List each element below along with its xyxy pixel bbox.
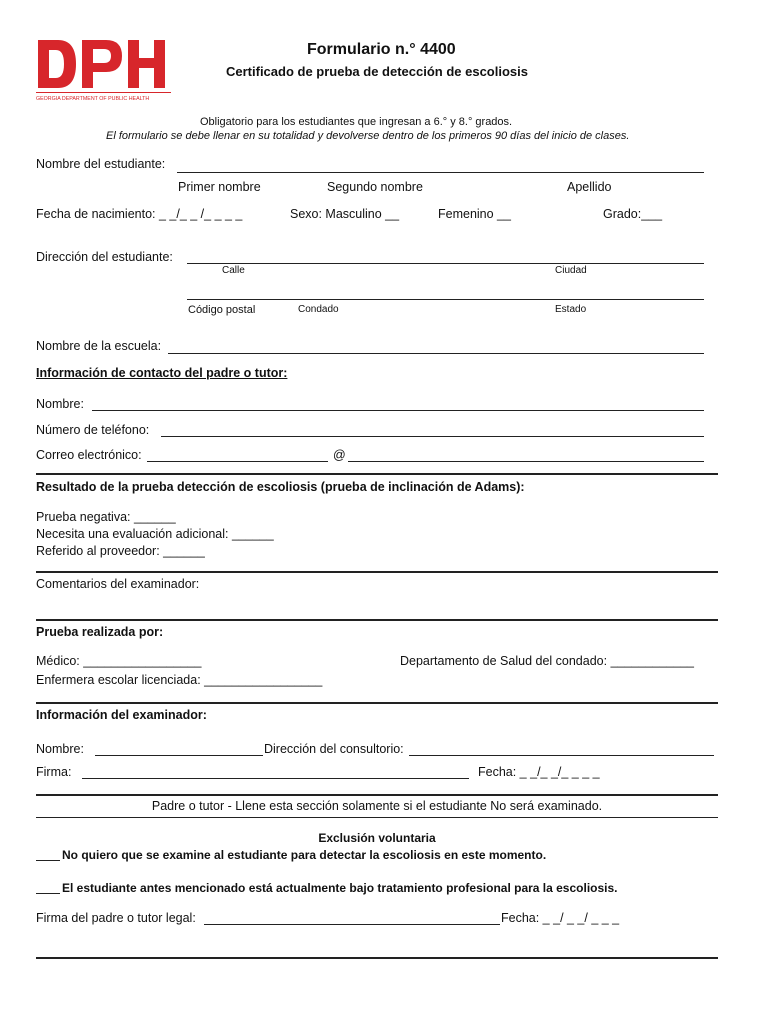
student-name-label: Nombre del estudiante: (36, 157, 166, 171)
street-city-field[interactable] (187, 263, 704, 264)
opt-out-option2-checkline[interactable] (36, 893, 60, 894)
middle-name-caption: Segundo nombre (327, 180, 423, 194)
section-divider (36, 817, 718, 818)
section-divider (36, 794, 718, 796)
parent-signature-label: Firma del padre o tutor legal: (36, 911, 196, 925)
examiner-signature-label: Firma: (36, 765, 72, 779)
results-heading: Resultado de la prueba detección de escoliosis (prueba de inclinación de Adams): (36, 480, 525, 494)
sex-male-field[interactable]: Sexo: Masculino __ (290, 207, 400, 221)
examiner-comments-label[interactable]: Comentarios del examinador: (36, 577, 200, 591)
state-caption: Estado (555, 304, 587, 315)
county-caption: Condado (298, 304, 339, 315)
guardian-phone-label: Número de teléfono: (36, 423, 150, 437)
opt-out-option1: No quiero que se examine al estudiante para detectar la escoliosis en este momento. (62, 848, 547, 862)
city-caption: Ciudad (555, 265, 587, 276)
guardian-name-field[interactable] (92, 410, 704, 411)
street-caption: Calle (222, 265, 245, 276)
opt-out-option1-checkline[interactable] (36, 860, 60, 861)
doctor-field[interactable]: Médico: _________________ (36, 654, 202, 668)
examiner-name-label: Nombre: (36, 742, 84, 756)
opt-out-title: Exclusión voluntaria (318, 831, 436, 845)
examiner-office-label: Dirección del consultorio: (264, 742, 404, 756)
parent-date-field[interactable]: Fecha: _ _/ _ _/ _ _ _ (501, 911, 620, 925)
result-referred[interactable]: Referido al proveedor: ______ (36, 544, 205, 558)
zip-county-state-field[interactable] (187, 299, 704, 300)
guardian-email-label: Correo electrónico: (36, 448, 142, 462)
school-field[interactable] (168, 353, 704, 354)
logo-caption: GEORGIA DEPARTMENT OF PUBLIC HEALTH (36, 96, 150, 102)
section-divider (36, 473, 718, 475)
guardian-email-domain-field[interactable] (348, 461, 704, 462)
first-name-caption: Primer nombre (178, 180, 261, 194)
examiner-office-field[interactable] (409, 755, 714, 756)
dph-logo (36, 36, 171, 102)
zip-caption: Código postal (188, 304, 256, 316)
guardian-name-label: Nombre: (36, 397, 84, 411)
county-dept-field[interactable]: Departamento de Salud del condado: ____________ (400, 654, 694, 668)
school-label: Nombre de la escuela: (36, 339, 162, 353)
return-note: El formulario se debe llenar en su totalidad y devolverse dentro de los primeros 90 días del inicio de clases. (106, 130, 630, 142)
nurse-field[interactable]: Enfermera escolar licenciada: _________________ (36, 673, 323, 687)
section-divider (36, 702, 718, 704)
mandatory-note: Obligatorio para los estudiantes que ingresan a 6.° y 8.° grados. (200, 116, 513, 128)
guardian-heading: Información de contacto del padre o tutor: (36, 366, 288, 380)
result-needs-eval[interactable]: Necesita una evaluación adicional: ______ (36, 527, 274, 541)
address-label: Dirección del estudiante: (36, 250, 173, 264)
guardian-email-user-field[interactable] (147, 461, 328, 462)
section-divider (36, 571, 718, 573)
section-divider (36, 619, 718, 621)
result-negative[interactable]: Prueba negativa: ______ (36, 510, 176, 524)
student-name-field[interactable] (177, 172, 704, 173)
examiner-heading: Información del examinador: (36, 708, 207, 722)
section-divider (36, 957, 718, 959)
opt-out-option2: El estudiante antes mencionado está actualmente bajo tratamiento profesional para la escoliosis. (62, 881, 618, 895)
form-number: Formulario n.° 4400 (307, 41, 456, 58)
sex-female-field[interactable]: Femenino __ (438, 207, 511, 221)
guardian-phone-field[interactable] (161, 436, 704, 437)
dob-field[interactable]: Fecha de nacimiento: _ _/_ _ /_ _ _ _ (36, 207, 243, 221)
examiner-date-field[interactable]: Fecha: _ _/_ _/_ _ _ _ (478, 765, 600, 779)
performed-heading: Prueba realizada por: (36, 625, 164, 639)
opt-out-banner: Padre o tutor - Llene esta sección solamente si el estudiante No será examinado. (151, 799, 603, 813)
grade-field[interactable]: Grado:___ (603, 207, 663, 221)
examiner-name-field[interactable] (95, 755, 263, 756)
examiner-signature-field[interactable] (82, 778, 469, 779)
last-name-caption: Apellido (567, 180, 612, 194)
at-sign: @ (333, 448, 346, 462)
parent-signature-field[interactable] (204, 924, 500, 925)
form-subtitle: Certificado de prueba de detección de escoliosis (226, 64, 528, 79)
